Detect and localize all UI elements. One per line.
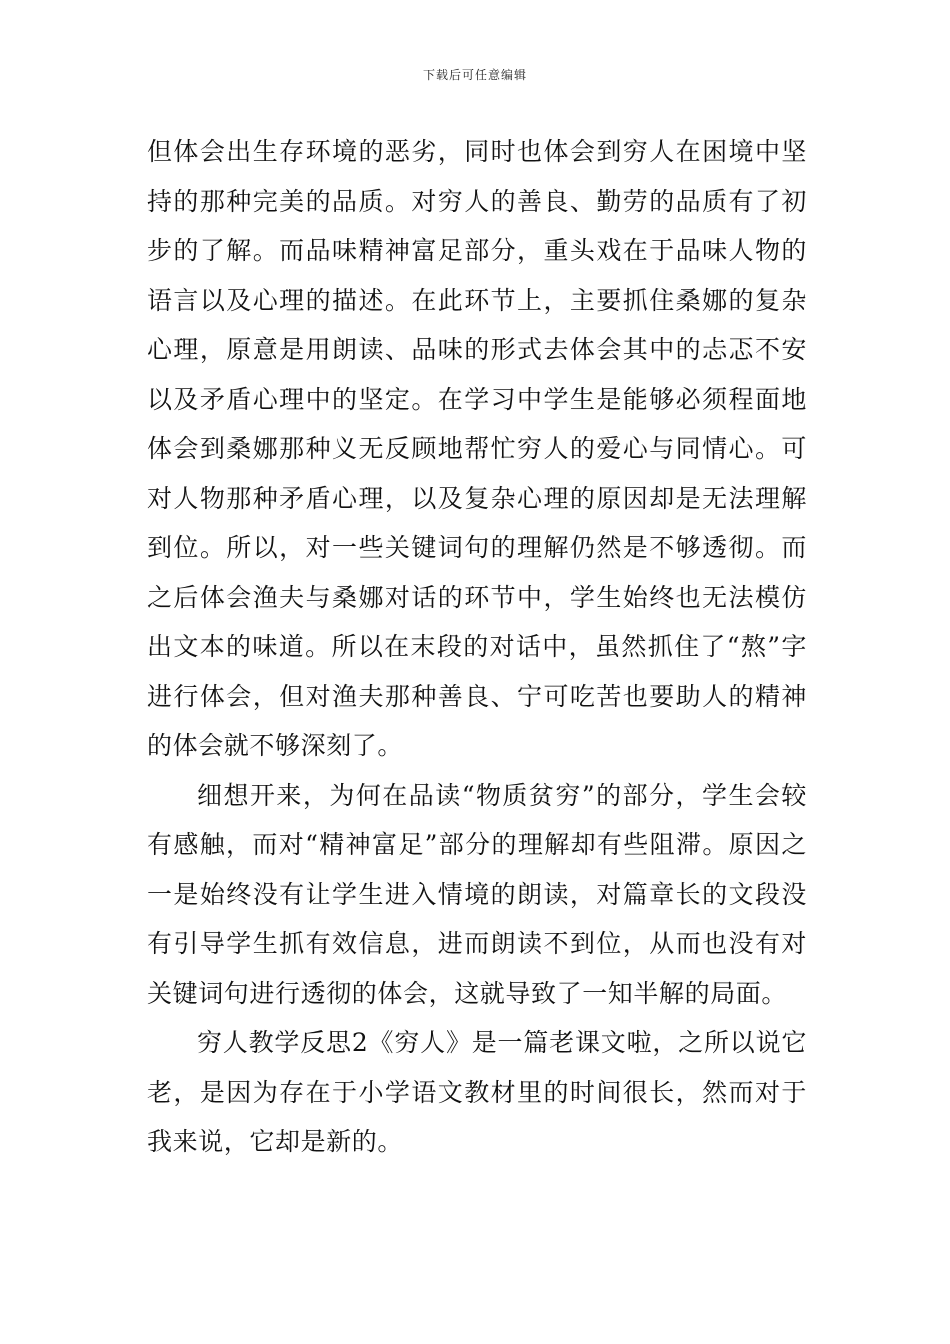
paragraph-section-two: 穷人教学反思2《穷人》是一篇老课文啦，之所以说它老，是因为存在于小学语文教材里的时间很长，然而对于我来说，它却是新的。 xyxy=(147,1028,807,1156)
paragraph-reflection: 细想开来，为何在品读“物质贫穷”的部分，学生会较有感触，而对“精神富足”部分的理解却有些阻滞。原因之一是始终没有让学生进入情境的朗读，对篇章长的文段没有引导学生抓有效信息，进而朗读不到位，从而也没有对关键词句进行透彻的体会，这就导致了一知半解的局面。 xyxy=(147,780,807,1008)
page-header: 下载后可任意编辑 xyxy=(422,68,527,82)
paragraph-continuation: 但体会出生存环境的恶劣，同时也体会到穷人在困境中坚持的那种完美的品质。对穷人的善良、勤劳的品质有了初步的了解。而品味精神富足部分，重头戏在于品味人物的语言以及心理的描述。在此环节上，主要抓住桑娜的复杂心理，原意是用朗读、品味的形式去体会其中的忐忑不安以及矛盾心理中的坚定。在学习中学生是能够必须程面地体会到桑娜那种义无反顾地帮忙穷人的爱心与同情心。可对人物那种矛盾心理，以及复杂心理的原因却是无法理解到位。所以，对一些关键词句的理解仍然是不够透彻。而之后体会渔夫与桑娜对话的环节中，学生始终也无法模仿出文本的味道。所以在末段的对话中，虽然抓住了“熬”字进行体会，但对渔夫那种善良、宁可吃苦也要助人的精神的体会就不够深刻了。 xyxy=(147,137,807,760)
document-body xyxy=(147,127,807,1167)
